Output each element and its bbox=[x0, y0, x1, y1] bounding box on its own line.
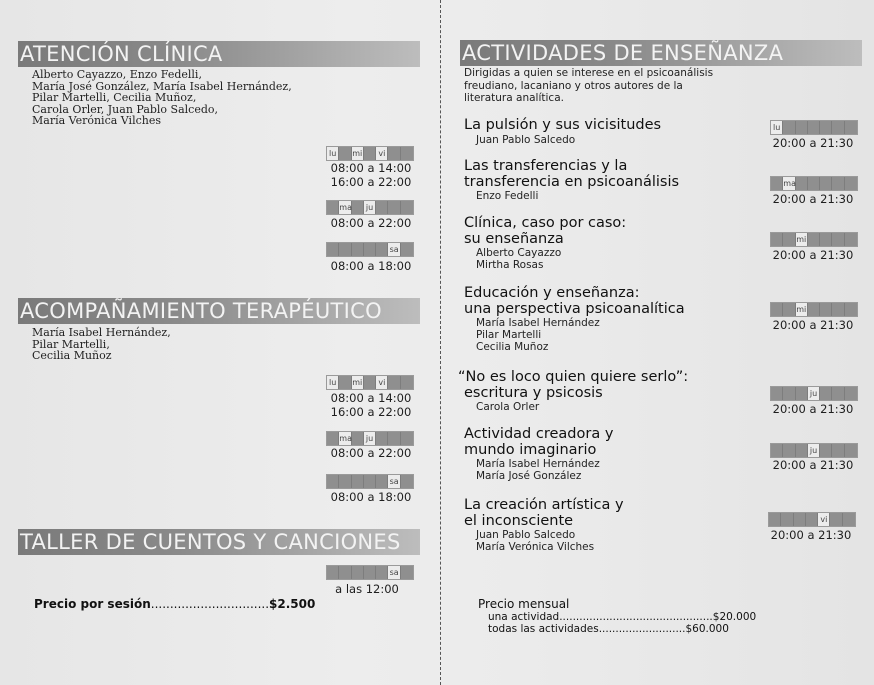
day-cell bbox=[796, 387, 808, 400]
price-label: Precio por sesión bbox=[34, 597, 151, 611]
day-cell bbox=[783, 233, 795, 246]
day-cell bbox=[832, 303, 844, 316]
day-cell bbox=[771, 387, 783, 400]
day-cell bbox=[843, 513, 855, 526]
course-item bbox=[464, 216, 626, 271]
atencion-time-1 bbox=[326, 161, 416, 189]
day-cell bbox=[376, 475, 388, 488]
day-cell bbox=[352, 566, 364, 579]
course-teacher: María Verónica Vilches bbox=[476, 541, 595, 553]
course-time: 20:00 a 21:30 bbox=[772, 248, 854, 262]
day-cell: lu bbox=[327, 147, 339, 160]
acomp-banner bbox=[18, 298, 420, 324]
day-cell bbox=[783, 444, 795, 457]
time-line: 16:00 a 22:00 bbox=[330, 405, 412, 419]
day-cell bbox=[339, 475, 351, 488]
course-week bbox=[770, 386, 858, 401]
taller-title: TALLER DE CUENTOS Y CANCIONES bbox=[20, 530, 401, 554]
day-cell bbox=[832, 233, 844, 246]
day-cell: ju bbox=[364, 201, 376, 214]
day-cell bbox=[364, 566, 376, 579]
course-week bbox=[770, 232, 858, 247]
day-cell bbox=[832, 387, 844, 400]
day-cell bbox=[376, 201, 388, 214]
atencion-title: ATENCIÓN CLÍNICA bbox=[20, 42, 223, 66]
day-cell bbox=[845, 387, 857, 400]
course-teacher: Mirtha Rosas bbox=[476, 259, 544, 271]
acomp-time-3: 08:00 a 18:00 bbox=[330, 490, 412, 504]
day-cell: ma bbox=[783, 179, 796, 188]
day-cell bbox=[832, 444, 844, 457]
day-cell bbox=[771, 177, 783, 190]
course-item bbox=[458, 370, 688, 413]
day-cell: vi bbox=[818, 513, 830, 526]
taller-week bbox=[326, 565, 414, 580]
acomp-time-2: 08:00 a 22:00 bbox=[330, 446, 412, 460]
day-cell bbox=[339, 376, 351, 389]
course-week bbox=[770, 302, 858, 317]
day-cell bbox=[339, 243, 351, 256]
day-cell bbox=[401, 147, 413, 160]
course-teacher: María Isabel Hernández bbox=[476, 458, 600, 470]
atencion-time-2: 08:00 a 22:00 bbox=[330, 216, 412, 230]
day-cell bbox=[339, 566, 351, 579]
course-title: La creación artística y bbox=[464, 497, 624, 513]
day-cell: lu bbox=[771, 121, 783, 134]
day-cell bbox=[388, 201, 400, 214]
course-time: 20:00 a 21:30 bbox=[772, 136, 854, 150]
day-cell bbox=[808, 303, 820, 316]
acomp-name-line: María Isabel Hernández, bbox=[32, 326, 171, 339]
day-cell bbox=[364, 475, 376, 488]
acomp-week-1 bbox=[326, 375, 414, 390]
acomp-names bbox=[32, 327, 171, 362]
atencion-name-line: María José González, María Isabel Hernández, bbox=[32, 79, 292, 93]
day-cell: sa bbox=[388, 566, 400, 579]
day-cell bbox=[388, 376, 400, 389]
price-dots: ............................... bbox=[150, 597, 270, 611]
course-teacher: Enzo Fedelli bbox=[476, 190, 539, 202]
acomp-name-line: Pilar Martelli, bbox=[32, 337, 110, 351]
atencion-name-line: María Verónica Vilches bbox=[32, 114, 161, 128]
day-cell bbox=[401, 376, 413, 389]
course-title: Clínica, caso por caso: bbox=[464, 215, 627, 231]
day-cell bbox=[352, 475, 364, 488]
course-time: 20:00 a 21:30 bbox=[772, 402, 854, 416]
day-cell bbox=[820, 444, 832, 457]
day-cell bbox=[401, 201, 413, 214]
course-item bbox=[464, 498, 624, 553]
course-title: Las transferencias y la bbox=[464, 158, 628, 174]
time-line: 08:00 a 14:00 bbox=[330, 161, 412, 175]
day-cell bbox=[808, 177, 820, 190]
day-cell bbox=[820, 233, 832, 246]
acomp-title: ACOMPAÑAMIENTO TERAPÉUTICO bbox=[20, 299, 382, 323]
time-line: 08:00 a 14:00 bbox=[330, 391, 412, 405]
day-cell bbox=[327, 432, 339, 445]
price-title: Precio mensual bbox=[478, 597, 570, 611]
day-cell bbox=[845, 444, 857, 457]
day-cell bbox=[820, 387, 832, 400]
acomp-week-3 bbox=[326, 474, 414, 489]
price-row bbox=[478, 611, 756, 623]
day-cell bbox=[820, 177, 832, 190]
course-title: Actividad creadora y bbox=[464, 426, 614, 442]
day-cell bbox=[352, 432, 364, 445]
day-cell bbox=[401, 475, 413, 488]
fold-line bbox=[440, 0, 441, 685]
day-cell bbox=[830, 513, 842, 526]
price-row-label: una actividad bbox=[488, 611, 560, 623]
taller-banner bbox=[18, 529, 420, 555]
atencion-week-1 bbox=[326, 146, 414, 161]
day-cell: ma bbox=[339, 434, 352, 443]
day-cell bbox=[783, 387, 795, 400]
course-title: La pulsión y sus vicisitudes bbox=[464, 117, 662, 133]
day-cell bbox=[376, 432, 388, 445]
day-cell: vi bbox=[376, 376, 388, 389]
day-cell bbox=[832, 121, 844, 134]
course-time: 20:00 a 21:30 bbox=[770, 528, 852, 542]
day-cell bbox=[771, 233, 783, 246]
actividades-title: ACTIVIDADES DE ENSEÑANZA bbox=[462, 41, 784, 65]
day-cell bbox=[771, 444, 783, 457]
course-item bbox=[464, 427, 613, 482]
atencion-name-line: Alberto Cayazzo, Enzo Fedelli, bbox=[32, 68, 202, 81]
course-week bbox=[770, 120, 858, 135]
day-cell bbox=[352, 243, 364, 256]
desc-line: Dirigidas a quien se interese en el psicoanálisis bbox=[464, 67, 714, 79]
price-value: $2.500 bbox=[269, 597, 316, 611]
day-cell bbox=[388, 147, 400, 160]
atencion-names bbox=[32, 69, 292, 127]
day-cell: mi bbox=[796, 235, 807, 244]
course-title: transferencia en psicoanálisis bbox=[464, 173, 680, 190]
course-teacher: Juan Pablo Salcedo bbox=[476, 133, 576, 146]
price-row-value: $60.000 bbox=[685, 623, 729, 635]
atencion-banner bbox=[18, 41, 420, 67]
day-cell bbox=[339, 147, 351, 160]
course-teacher: Cecilia Muñoz bbox=[476, 341, 549, 353]
course-time: 20:00 a 21:30 bbox=[772, 192, 854, 206]
course-teacher: Pilar Martelli bbox=[476, 329, 542, 341]
course-teacher: María José González bbox=[476, 470, 582, 482]
actividades-banner bbox=[460, 40, 862, 66]
course-title: escritura y psicosis bbox=[464, 384, 603, 401]
day-cell bbox=[327, 475, 339, 488]
day-cell: mi bbox=[796, 305, 807, 314]
day-cell bbox=[781, 513, 793, 526]
day-cell bbox=[401, 566, 413, 579]
desc-line: literatura analítica. bbox=[464, 92, 564, 105]
day-cell: sa bbox=[388, 243, 400, 256]
day-cell bbox=[820, 303, 832, 316]
day-cell bbox=[845, 177, 857, 190]
day-cell: ma bbox=[339, 203, 352, 212]
day-cell bbox=[327, 201, 339, 214]
taller-time: a las 12:00 bbox=[335, 582, 399, 596]
day-cell: mi bbox=[352, 149, 363, 158]
day-cell bbox=[364, 243, 376, 256]
day-cell bbox=[364, 147, 376, 160]
day-cell: lu bbox=[327, 376, 339, 389]
price-dots: .............................................. bbox=[559, 611, 713, 623]
day-cell bbox=[769, 513, 781, 526]
course-item bbox=[464, 118, 661, 146]
course-teacher: Juan Pablo Salcedo bbox=[476, 529, 576, 541]
day-cell bbox=[376, 243, 388, 256]
day-cell: sa bbox=[388, 475, 400, 488]
day-cell bbox=[832, 177, 844, 190]
course-time: 20:00 a 21:30 bbox=[772, 318, 854, 332]
day-cell bbox=[845, 233, 857, 246]
day-cell bbox=[401, 432, 413, 445]
acomp-name-line: Cecilia Muñoz bbox=[32, 349, 112, 363]
course-item bbox=[464, 159, 679, 202]
day-cell bbox=[364, 376, 376, 389]
desc-line: freudiano, lacaniano y otros autores de la bbox=[464, 79, 683, 92]
day-cell bbox=[796, 121, 808, 134]
day-cell bbox=[783, 303, 795, 316]
day-cell: mi bbox=[352, 378, 363, 387]
acomp-time-1 bbox=[326, 391, 416, 419]
atencion-week-2 bbox=[326, 200, 414, 215]
day-cell bbox=[845, 121, 857, 134]
day-cell bbox=[820, 121, 832, 134]
atencion-name-line: Carola Orler, Juan Pablo Salcedo, bbox=[32, 102, 218, 116]
atencion-week-3 bbox=[326, 242, 414, 257]
day-cell bbox=[796, 177, 808, 190]
day-cell bbox=[352, 201, 364, 214]
course-title: Educación y enseñanza: bbox=[464, 285, 640, 301]
day-cell: ju bbox=[808, 444, 820, 457]
day-cell: vi bbox=[376, 147, 388, 160]
course-title: “No es loco quien quiere serlo”: bbox=[458, 369, 689, 385]
day-cell bbox=[401, 243, 413, 256]
day-cell: ju bbox=[364, 432, 376, 445]
actividades-desc bbox=[464, 67, 713, 105]
monthly-price bbox=[478, 598, 756, 635]
course-title: el inconsciente bbox=[464, 512, 574, 529]
course-week bbox=[770, 176, 858, 191]
price-row-label: todas las actividades bbox=[488, 623, 599, 635]
atencion-time-3: 08:00 a 18:00 bbox=[330, 259, 412, 273]
course-time: 20:00 a 21:30 bbox=[772, 458, 854, 472]
day-cell bbox=[327, 566, 339, 579]
atencion-name-line: Pilar Martelli, Cecilia Muñoz, bbox=[32, 91, 197, 105]
day-cell bbox=[771, 303, 783, 316]
course-teacher: María Isabel Hernández bbox=[476, 317, 600, 329]
day-cell bbox=[806, 513, 818, 526]
course-title: su enseñanza bbox=[464, 230, 564, 247]
day-cell bbox=[376, 566, 388, 579]
day-cell: ju bbox=[808, 387, 820, 400]
price-row bbox=[478, 623, 756, 635]
time-line: 16:00 a 22:00 bbox=[330, 175, 412, 189]
course-item bbox=[464, 286, 685, 353]
price-row-value: $20.000 bbox=[712, 611, 757, 623]
day-cell bbox=[808, 233, 820, 246]
price-dots: .......................... bbox=[598, 623, 686, 635]
day-cell bbox=[794, 513, 806, 526]
course-teacher: Carola Orler bbox=[476, 401, 540, 413]
day-cell bbox=[808, 121, 820, 134]
course-title: una perspectiva psicoanalítica bbox=[464, 300, 685, 317]
day-cell bbox=[783, 121, 795, 134]
course-title: mundo imaginario bbox=[464, 441, 597, 458]
day-cell bbox=[845, 303, 857, 316]
course-week bbox=[770, 443, 858, 458]
day-cell bbox=[388, 432, 400, 445]
day-cell bbox=[327, 243, 339, 256]
course-teacher: Alberto Cayazzo bbox=[476, 247, 562, 259]
course-week bbox=[768, 512, 856, 527]
day-cell bbox=[796, 444, 808, 457]
acomp-week-2 bbox=[326, 431, 414, 446]
taller-price bbox=[34, 597, 315, 611]
